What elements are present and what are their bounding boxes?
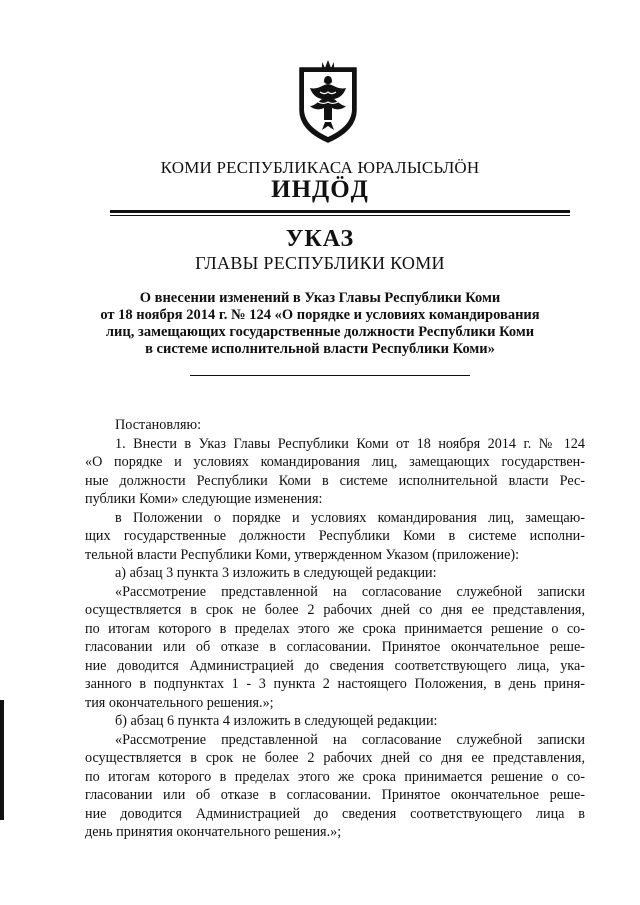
body-text-line: ные должности Республики Коми в системе исполнительной власти Рес- xyxy=(85,472,585,489)
body-text-line: осуществляется в срок не более 2 рабочих дней со дня ее представления, xyxy=(85,602,585,618)
body-text-line: публики Коми» следующие изменения: xyxy=(85,491,323,507)
body-text-line: занного в подпунктах 1 - 3 пункта 2 настоящего Положения, в день приня- xyxy=(85,676,585,692)
doc-subject-title xyxy=(60,290,580,358)
body-text-line: щих государственные должности Республики Коми в системе исполни- xyxy=(85,528,585,544)
body-text-line: «Рассмотрение представленной на согласование служебной записки xyxy=(115,583,585,600)
body-text-line: ние доводится Администрацией до сведения соответствующего лица, ука- xyxy=(85,657,585,674)
doc-type-title: УКАЗ xyxy=(285,226,355,252)
title-underline xyxy=(190,375,470,376)
body-text-line: по итогам которого в пределах этого же срока принимается решение о со- xyxy=(85,620,585,637)
body-text-line: гласовании или об отказе в согласовании. Принятое окончательное реше- xyxy=(85,787,585,803)
document-body xyxy=(85,416,585,842)
body-text-line: б) абзац 6 пункта 4 изложить в следующей редакции: xyxy=(115,713,438,729)
body-text-line: осуществляется в срок не более 2 рабочих дней со дня ее представления, xyxy=(85,750,585,766)
doc-subject-title-line: О внесении изменений в Указ Главы Республики Коми xyxy=(139,290,501,306)
header-divider-thin xyxy=(110,215,570,216)
body-text-line: а) абзац 3 пункта 3 изложить в следующей редакции: xyxy=(115,565,437,581)
doc-subject-title-line: лиц, замещающих государственные должности Республики Коми xyxy=(105,324,535,340)
doc-type-komi: ИНДӦД xyxy=(271,176,369,203)
body-text-line: Постановляю: xyxy=(115,417,202,433)
doc-issuer: ГЛАВЫ РЕСПУБЛИКИ КОМИ xyxy=(195,253,445,273)
body-text-line: гласовании или об отказе в согласовании. Принятое окончательное реше- xyxy=(85,639,585,655)
body-text-line: 1. Внести в Указ Главы Республики Коми от 18 ноября 2014 г. № 124 xyxy=(115,435,585,452)
body-text-line: день принятия окончательного решения.»; xyxy=(85,824,342,840)
doc-subject-title-line: от 18 ноября 2014 г. № 124 «О порядке и условиях командирования xyxy=(100,307,540,323)
body-text-line: тия окончательного решения.»; xyxy=(85,694,274,711)
republic-name-komi: КОМИ РЕСПУБЛИКАСА ЮРАЛЫСЬЛӦН xyxy=(160,158,480,177)
coat-of-arms-icon xyxy=(296,58,360,144)
body-text-line: ние доводится Администрацией до сведения соответствующего лица в xyxy=(85,805,585,822)
body-text-line: тельной власти Республики Коми, утвержденном Указом (приложение): xyxy=(85,546,520,563)
header-divider-thick xyxy=(110,210,570,213)
body-text-line: «Рассмотрение представленной на согласование служебной записки xyxy=(115,731,585,748)
body-text-line: в Положении о порядке и условиях командирования лиц, замещаю- xyxy=(115,509,585,526)
doc-subject-title-line: в системе исполнительной власти Республики Коми» xyxy=(145,341,495,357)
scan-edge-mark xyxy=(0,700,4,820)
body-text-line: по итогам которого в пределах этого же срока принимается решение о со- xyxy=(85,768,585,785)
body-text-line: «О порядке и условиях командирования лиц, замещающих государствен- xyxy=(85,454,585,470)
